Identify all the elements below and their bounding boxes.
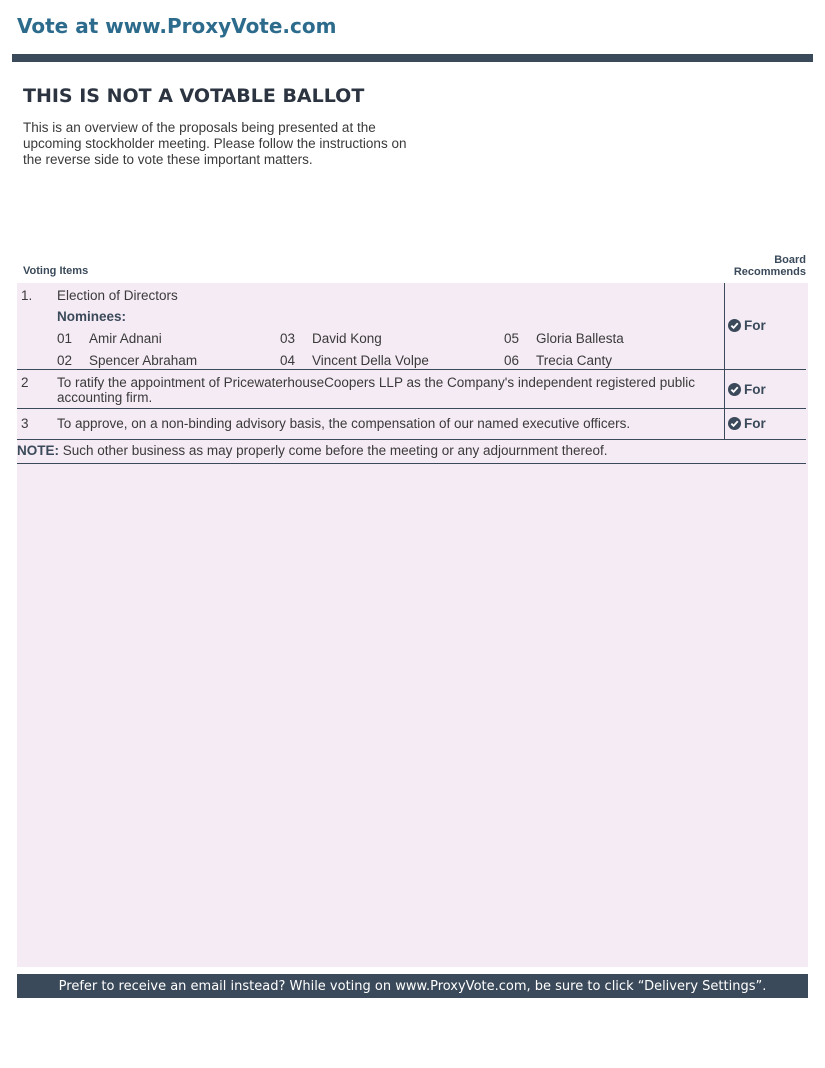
nominee-number: 06 <box>504 353 520 368</box>
recommendation-label: For <box>744 318 766 333</box>
nominee-name: Vincent Della Volpe <box>312 353 429 368</box>
recommendation-label: For <box>744 416 766 431</box>
check-circle-icon <box>728 319 741 332</box>
recommendation <box>728 382 766 397</box>
notice-intro: This is an overview of the proposals being presented at the upcoming stockholder meeting. Please follow the instructions on the reverse side to vote these important matters. <box>23 120 407 167</box>
board-recommendation-cell <box>724 283 806 369</box>
voting-item-3 <box>17 409 806 440</box>
nominees-label: Nominees: <box>57 309 127 324</box>
item-text: To approve, on a non-binding advisory basis, the compensation of our named executive officers. <box>57 416 631 431</box>
site-title: Vote at www.ProxyVote.com <box>17 14 337 38</box>
board-recommendation-cell <box>724 409 806 439</box>
nominee-name: David Kong <box>312 331 382 346</box>
note-row <box>17 443 806 464</box>
nominee-number: 01 <box>57 331 73 346</box>
voting-item-1 <box>17 283 806 370</box>
item-text: Election of Directors <box>57 288 178 303</box>
nominee-number: 02 <box>57 353 73 368</box>
item-text: To ratify the appointment of PricewaterhouseCoopers LLP as the Company's independent registered public accounting firm. <box>57 375 695 405</box>
column-header-board-recommends: Board Recommends <box>733 254 806 278</box>
nominee-number: 04 <box>280 353 296 368</box>
board-recommendation-cell <box>724 370 806 408</box>
note-text: Such other business as may properly come before the meeting or any adjournment thereof. <box>59 443 608 458</box>
item-number: 3 <box>21 416 29 431</box>
nominee-name: Amir Adnani <box>89 331 162 346</box>
recommendation <box>728 416 766 431</box>
recommendation-label: For <box>744 382 766 397</box>
check-circle-icon <box>728 383 741 396</box>
nominee-name: Gloria Ballesta <box>536 331 624 346</box>
nominee-name: Spencer Abraham <box>89 353 198 368</box>
nominee-number: 03 <box>280 331 296 346</box>
nominee-number: 05 <box>504 331 520 346</box>
footer-banner <box>17 974 808 998</box>
column-header-voting-items: Voting Items <box>23 265 89 277</box>
note-label: NOTE: <box>17 443 59 458</box>
footer-text: Prefer to receive an email instead? While voting on www.ProxyVote.com, be sure to click “Delivery Settings”. <box>58 978 767 994</box>
voting-item-2 <box>17 370 806 409</box>
item-number: 1. <box>21 288 33 303</box>
recommendation <box>728 318 766 333</box>
item-number: 2 <box>21 375 29 390</box>
notice-title: THIS IS NOT A VOTABLE BALLOT <box>23 85 365 107</box>
header-divider-bar <box>12 54 813 62</box>
nominee-name: Trecia Canty <box>536 353 613 368</box>
check-circle-icon <box>728 417 741 430</box>
